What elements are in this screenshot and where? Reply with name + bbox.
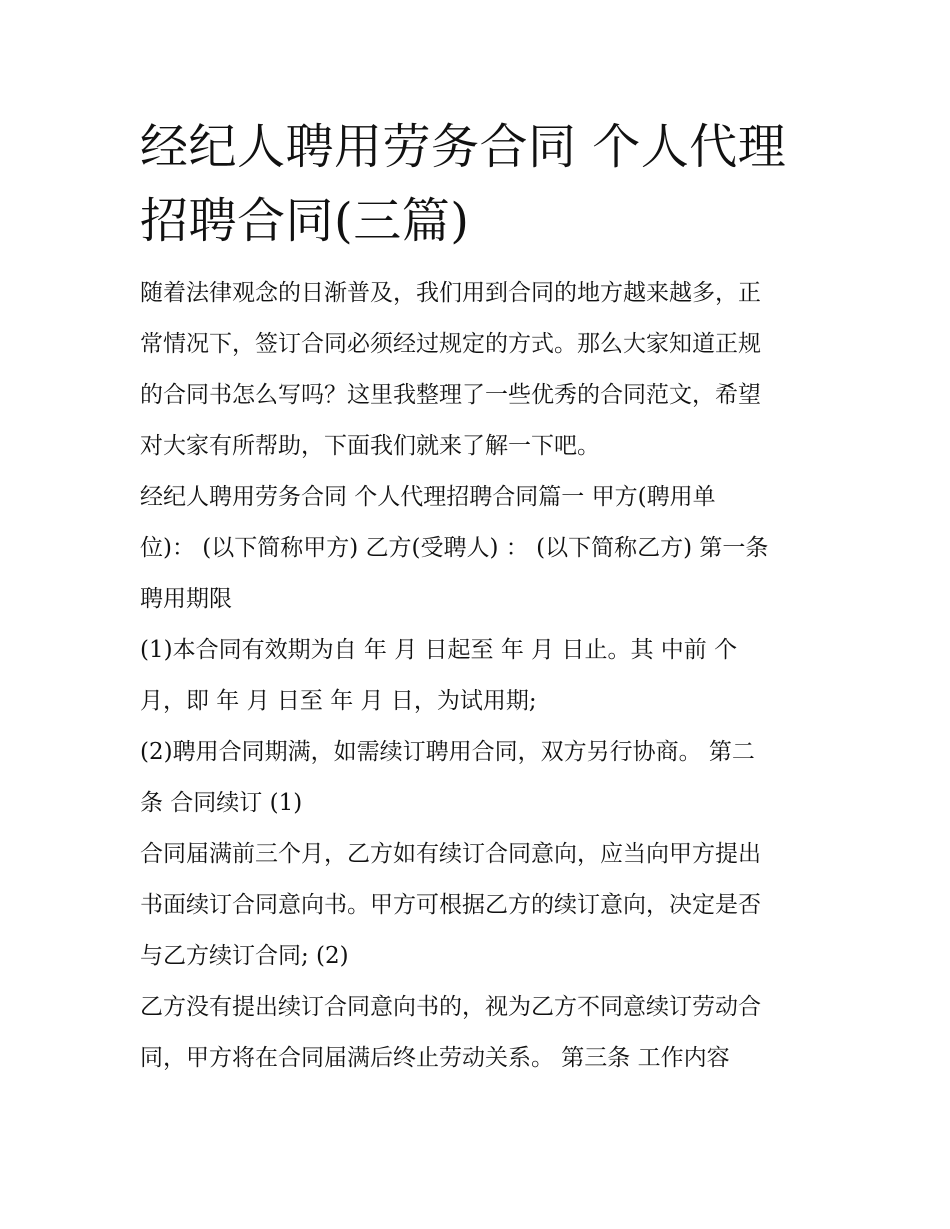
document-content bbox=[140, 110, 812, 1084]
body-line: 同，甲方将在合同届满后终止劳动关系。 第三条 工作内容 bbox=[140, 1045, 730, 1071]
body-line: 位)： (以下简称甲方) 乙方(受聘人) ： (以下简称乙方) 第一条 bbox=[140, 535, 769, 561]
body-line: 随着法律观念的日渐普及，我们用到合同的地方越来越多，正 bbox=[140, 280, 761, 306]
document-title bbox=[140, 110, 812, 258]
body-line: 合同届满前三个月，乙方如有续订合同意向，应当向甲方提出 bbox=[140, 841, 761, 867]
body-line: 对大家有所帮助，下面我们就来了解一下吧。 bbox=[140, 433, 600, 459]
body-line: 聘用期限 bbox=[140, 586, 232, 612]
title-line: 招聘合同(三篇) bbox=[140, 193, 470, 249]
document-body bbox=[140, 268, 812, 1084]
body-line: (1)本合同有效期为自 年 月 日起至 年 月 日止。其 中前 个 bbox=[140, 637, 738, 663]
body-line: 常情况下，签订合同必须经过规定的方式。那么大家知道正规 bbox=[140, 331, 761, 357]
body-line: 经纪人聘用劳务合同 个人代理招聘合同篇一 甲方(聘用单 bbox=[140, 484, 716, 510]
body-line: 的合同书怎么写吗？这里我整理了一些优秀的合同范文，希望 bbox=[140, 382, 761, 408]
body-line: 月，即 年 月 日至 年 月 日，为试用期; bbox=[140, 688, 537, 714]
body-line: 与乙方续订合同; (2) bbox=[140, 943, 349, 969]
title-line: 经纪人聘用劳务合同 个人代理 bbox=[140, 119, 787, 175]
body-line: 条 合同续订 (1) bbox=[140, 790, 303, 816]
body-line: 乙方没有提出续订合同意向书的，视为乙方不同意续订劳动合 bbox=[140, 994, 761, 1020]
body-line: 书面续订合同意向书。甲方可根据乙方的续订意向，决定是否 bbox=[140, 892, 761, 918]
body-line: (2)聘用合同期满，如需续订聘用合同，双方另行协商。 第二 bbox=[140, 739, 755, 765]
